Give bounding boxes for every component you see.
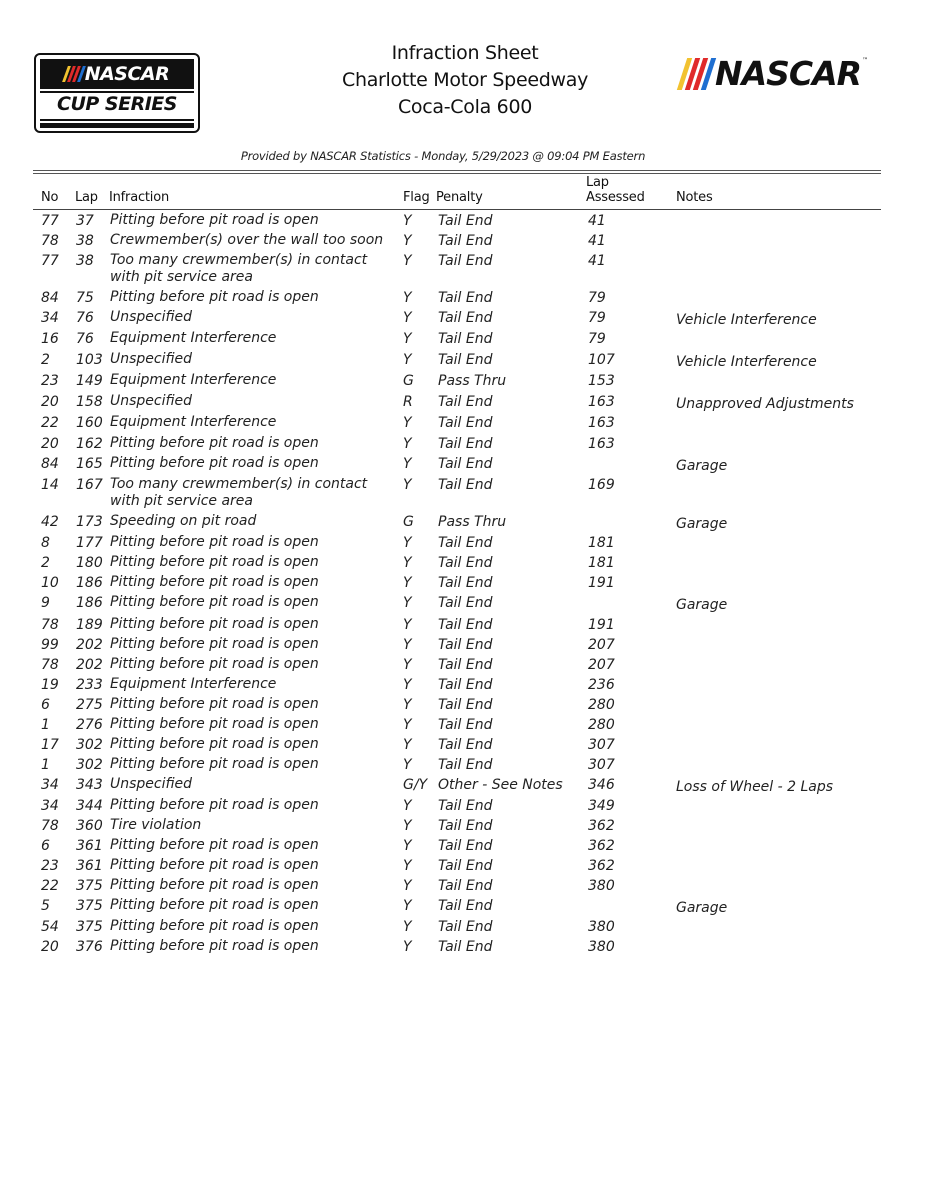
cell-penalty: Tail End xyxy=(438,757,493,773)
cell-infraction: Too many crewmember(s) in contact with pit service area xyxy=(110,476,368,509)
cell-no: 54 xyxy=(41,919,59,935)
cell-infraction: Equipment Interference xyxy=(110,372,277,388)
table-row xyxy=(0,533,927,553)
cell-lap-assessed: 107 xyxy=(588,352,615,368)
cell-no: 9 xyxy=(41,595,50,611)
trademark-icon: ™ xyxy=(862,57,869,64)
cell-no: 77 xyxy=(41,213,59,229)
cell-lap-assessed: 153 xyxy=(588,373,615,389)
cell-no: 84 xyxy=(41,456,59,472)
cell-infraction: Pitting before pit road is open xyxy=(110,716,319,732)
title-line-3: Coca-Cola 600 xyxy=(397,96,533,118)
cell-flag: Y xyxy=(403,717,412,733)
cell-no: 1 xyxy=(41,757,50,773)
cell-flag: Y xyxy=(403,818,412,834)
cell-penalty: Tail End xyxy=(438,213,493,229)
cell-lap: 76 xyxy=(76,331,94,347)
page-title xyxy=(280,40,650,121)
cell-lap-assessed: 41 xyxy=(588,233,606,249)
cell-flag: Y xyxy=(403,310,412,326)
cell-no: 6 xyxy=(41,697,50,713)
cell-no: 34 xyxy=(41,798,59,814)
cell-penalty: Tail End xyxy=(438,290,493,306)
cell-flag: Y xyxy=(403,878,412,894)
table-body xyxy=(0,211,927,957)
cell-flag: G/Y xyxy=(403,777,428,793)
cell-infraction: Pitting before pit road is open xyxy=(110,897,319,913)
table-row xyxy=(0,856,927,876)
cell-no: 6 xyxy=(41,838,50,854)
cell-no: 20 xyxy=(41,436,59,452)
cell-no: 20 xyxy=(41,939,59,955)
cell-infraction: Pitting before pit road is open xyxy=(110,435,319,451)
cell-lap: 361 xyxy=(76,838,103,854)
cell-no: 2 xyxy=(41,555,50,571)
nascar-logo xyxy=(682,54,869,93)
cell-infraction: Crewmember(s) over the wall too soon xyxy=(110,232,384,248)
table-row xyxy=(0,796,927,816)
cell-infraction: Pitting before pit road is open xyxy=(110,696,319,712)
cell-lap-assessed: 169 xyxy=(588,477,615,493)
cell-notes: Garage xyxy=(676,516,728,532)
cell-lap-assessed: 191 xyxy=(588,617,615,633)
cell-flag: Y xyxy=(403,798,412,814)
cell-lap-assessed: 163 xyxy=(588,415,615,431)
cell-penalty: Tail End xyxy=(438,595,493,611)
cell-lap: 375 xyxy=(76,898,103,914)
cell-lap-assessed: 163 xyxy=(588,436,615,452)
cell-no: 23 xyxy=(41,373,59,389)
table-row xyxy=(0,553,927,573)
title-line-2: Charlotte Motor Speedway xyxy=(341,69,589,91)
nascar-stripes-icon xyxy=(65,66,83,82)
cell-lap: 76 xyxy=(76,310,94,326)
cell-infraction: Pitting before pit road is open xyxy=(110,455,319,471)
cell-lap-assessed: 236 xyxy=(588,677,615,693)
cell-flag: Y xyxy=(403,477,412,493)
cell-flag: Y xyxy=(403,737,412,753)
cell-lap: 160 xyxy=(76,415,103,431)
table-row xyxy=(0,211,927,231)
cell-lap-assessed: 79 xyxy=(588,310,606,326)
cell-no: 78 xyxy=(41,657,59,673)
cell-lap: 276 xyxy=(76,717,103,733)
cell-no: 2 xyxy=(41,352,50,368)
cell-flag: Y xyxy=(403,595,412,611)
cell-penalty: Tail End xyxy=(438,798,493,814)
cell-infraction: Unspecified xyxy=(110,309,193,325)
table-row xyxy=(0,392,927,413)
cell-lap: 375 xyxy=(76,919,103,935)
table-row xyxy=(0,308,927,329)
cell-infraction: Pitting before pit road is open xyxy=(110,656,319,672)
cell-lap: 360 xyxy=(76,818,103,834)
cell-penalty: Tail End xyxy=(438,878,493,894)
cell-flag: Y xyxy=(403,637,412,653)
cell-lap: 103 xyxy=(76,352,103,368)
cell-penalty: Tail End xyxy=(438,697,493,713)
cell-lap-assessed: 380 xyxy=(588,919,615,935)
cell-infraction: Pitting before pit road is open xyxy=(110,756,319,772)
cell-lap-assessed: 280 xyxy=(588,717,615,733)
cell-notes: Vehicle Interference xyxy=(676,312,817,328)
col-lap-assessed-line2: Assessed xyxy=(586,190,645,205)
cell-lap-assessed: 79 xyxy=(588,331,606,347)
table-row xyxy=(0,836,927,856)
cell-no: 8 xyxy=(41,535,50,551)
cell-penalty: Tail End xyxy=(438,717,493,733)
cell-infraction: Pitting before pit road is open xyxy=(110,534,319,550)
cell-no: 34 xyxy=(41,310,59,326)
cell-lap: 158 xyxy=(76,394,103,410)
cell-notes: Garage xyxy=(676,900,728,916)
cell-no: 19 xyxy=(41,677,59,693)
table-row xyxy=(0,371,927,392)
cell-flag: Y xyxy=(403,555,412,571)
cell-flag: Y xyxy=(403,290,412,306)
table-row xyxy=(0,675,927,695)
cell-lap: 361 xyxy=(76,858,103,874)
cell-flag: Y xyxy=(403,415,412,431)
col-lap-assessed-line1: Lap xyxy=(586,175,609,190)
cell-notes: Unapproved Adjustments xyxy=(676,396,854,412)
cell-flag: Y xyxy=(403,352,412,368)
col-lap: Lap xyxy=(75,190,98,205)
cell-no: 22 xyxy=(41,878,59,894)
cell-flag: Y xyxy=(403,939,412,955)
cell-infraction: Pitting before pit road is open xyxy=(110,857,319,873)
nascar-stripes-icon xyxy=(682,58,711,90)
cell-penalty: Tail End xyxy=(438,939,493,955)
cell-lap-assessed: 307 xyxy=(588,737,615,753)
table-row xyxy=(0,937,927,957)
table-header-divider xyxy=(33,209,881,210)
cup-series-logo xyxy=(34,53,200,133)
cell-penalty: Tail End xyxy=(438,415,493,431)
cell-lap-assessed: 207 xyxy=(588,657,615,673)
table-row xyxy=(0,816,927,836)
cell-lap-assessed: 380 xyxy=(588,878,615,894)
cell-lap-assessed: 362 xyxy=(588,838,615,854)
cell-no: 42 xyxy=(41,514,59,530)
cell-infraction: Too many crewmember(s) in contact with pit service area xyxy=(110,252,368,285)
cell-notes: Garage xyxy=(676,597,728,613)
cell-lap: 186 xyxy=(76,575,103,591)
cell-penalty: Tail End xyxy=(438,818,493,834)
cell-flag: Y xyxy=(403,838,412,854)
cell-infraction: Equipment Interference xyxy=(110,414,277,430)
cell-flag: G xyxy=(403,514,414,530)
cell-flag: Y xyxy=(403,213,412,229)
cell-notes: Vehicle Interference xyxy=(676,354,817,370)
cell-infraction: Pitting before pit road is open xyxy=(110,212,319,228)
cell-lap-assessed: 380 xyxy=(588,939,615,955)
table-row xyxy=(0,896,927,917)
cell-penalty: Tail End xyxy=(438,898,493,914)
cell-no: 14 xyxy=(41,477,59,493)
cell-penalty: Tail End xyxy=(438,394,493,410)
cell-lap-assessed: 307 xyxy=(588,757,615,773)
cell-infraction: Pitting before pit road is open xyxy=(110,736,319,752)
table-row xyxy=(0,735,927,755)
cell-flag: Y xyxy=(403,575,412,591)
cell-lap-assessed: 362 xyxy=(588,858,615,874)
table-row xyxy=(0,695,927,715)
cell-lap: 375 xyxy=(76,878,103,894)
table-row xyxy=(0,615,927,635)
cell-no: 99 xyxy=(41,637,59,653)
cell-no: 23 xyxy=(41,858,59,874)
cell-infraction: Pitting before pit road is open xyxy=(110,837,319,853)
cell-lap-assessed: 349 xyxy=(588,798,615,814)
table-row xyxy=(0,454,927,475)
cell-infraction: Speeding on pit road xyxy=(110,513,257,529)
cell-lap-assessed: 181 xyxy=(588,535,615,551)
table-row xyxy=(0,876,927,896)
cell-lap: 180 xyxy=(76,555,103,571)
cell-penalty: Tail End xyxy=(438,233,493,249)
cell-lap-assessed: 79 xyxy=(588,290,606,306)
cell-lap: 165 xyxy=(76,456,103,472)
table-row xyxy=(0,350,927,371)
cell-flag: Y xyxy=(403,858,412,874)
cell-flag: R xyxy=(403,394,413,410)
cell-lap: 186 xyxy=(76,595,103,611)
cell-penalty: Tail End xyxy=(438,617,493,633)
cell-infraction: Pitting before pit road is open xyxy=(110,574,319,590)
cell-lap: 302 xyxy=(76,757,103,773)
col-infraction: Infraction xyxy=(109,190,170,205)
cell-penalty: Other - See Notes xyxy=(438,777,563,793)
nascar-logo-text: NASCAR xyxy=(715,54,862,93)
cell-penalty: Pass Thru xyxy=(438,514,507,530)
cell-flag: Y xyxy=(403,253,412,269)
col-notes: Notes xyxy=(676,190,713,205)
cell-infraction: Pitting before pit road is open xyxy=(110,616,319,632)
cell-lap-assessed: 362 xyxy=(588,818,615,834)
cell-flag: Y xyxy=(403,677,412,693)
cell-flag: Y xyxy=(403,697,412,713)
cell-infraction: Equipment Interference xyxy=(110,676,277,692)
cell-flag: Y xyxy=(403,757,412,773)
cell-penalty: Tail End xyxy=(438,858,493,874)
table-row xyxy=(0,775,927,796)
cell-lap-assessed: 41 xyxy=(588,253,606,269)
cell-lap: 173 xyxy=(76,514,103,530)
cell-lap: 189 xyxy=(76,617,103,633)
table-row xyxy=(0,329,927,350)
table-row xyxy=(0,593,927,615)
title-line-1: Infraction Sheet xyxy=(391,42,539,64)
cell-infraction: Pitting before pit road is open xyxy=(110,636,319,652)
table-row xyxy=(0,715,927,735)
cell-no: 20 xyxy=(41,394,59,410)
table-row xyxy=(0,917,927,937)
cell-penalty: Tail End xyxy=(438,919,493,935)
table-row xyxy=(0,635,927,655)
cell-penalty: Tail End xyxy=(438,456,493,472)
cup-logo-banner xyxy=(40,59,194,89)
cell-lap-assessed: 346 xyxy=(588,777,615,793)
table-row xyxy=(0,231,927,251)
cell-no: 17 xyxy=(41,737,59,753)
cell-infraction: Pitting before pit road is open xyxy=(110,877,319,893)
table-row xyxy=(0,434,927,454)
cell-lap: 376 xyxy=(76,939,103,955)
cell-lap: 275 xyxy=(76,697,103,713)
cell-lap-assessed: 41 xyxy=(588,213,606,229)
cell-lap: 162 xyxy=(76,436,103,452)
table-row xyxy=(0,512,927,533)
cell-lap: 149 xyxy=(76,373,103,389)
cell-infraction: Pitting before pit road is open xyxy=(110,554,319,570)
cell-no: 84 xyxy=(41,290,59,306)
cell-lap: 177 xyxy=(76,535,103,551)
cell-lap: 38 xyxy=(76,233,94,249)
cell-penalty: Tail End xyxy=(438,436,493,452)
cell-lap-assessed: 163 xyxy=(588,394,615,410)
cell-infraction: Unspecified xyxy=(110,393,193,409)
cell-flag: Y xyxy=(403,919,412,935)
cell-penalty: Tail End xyxy=(438,838,493,854)
col-flag: Flag xyxy=(403,190,430,205)
cell-flag: Y xyxy=(403,233,412,249)
col-penalty: Penalty xyxy=(436,190,483,205)
cell-no: 78 xyxy=(41,617,59,633)
table-row xyxy=(0,475,927,512)
cup-logo-nascar-text: NASCAR xyxy=(84,63,170,85)
cell-no: 78 xyxy=(41,818,59,834)
cell-lap-assessed: 207 xyxy=(588,637,615,653)
cell-no: 78 xyxy=(41,233,59,249)
cell-notes: Loss of Wheel - 2 Laps xyxy=(676,779,834,795)
cell-flag: Y xyxy=(403,617,412,633)
table-row xyxy=(0,573,927,593)
cell-flag: Y xyxy=(403,898,412,914)
cell-notes: Garage xyxy=(676,458,728,474)
cell-lap: 302 xyxy=(76,737,103,753)
cell-flag: Y xyxy=(403,535,412,551)
cell-no: 5 xyxy=(41,898,50,914)
header-divider xyxy=(33,170,881,171)
cell-penalty: Tail End xyxy=(438,535,493,551)
cell-no: 1 xyxy=(41,717,50,733)
cell-penalty: Tail End xyxy=(438,331,493,347)
table-row xyxy=(0,413,927,434)
cell-lap-assessed: 280 xyxy=(588,697,615,713)
cell-no: 10 xyxy=(41,575,59,591)
cell-lap: 37 xyxy=(76,213,94,229)
table-row xyxy=(0,251,927,288)
table-row xyxy=(0,288,927,308)
cell-lap: 202 xyxy=(76,637,103,653)
cell-lap: 343 xyxy=(76,777,103,793)
cell-penalty: Tail End xyxy=(438,575,493,591)
cell-penalty: Pass Thru xyxy=(438,373,507,389)
cell-penalty: Tail End xyxy=(438,677,493,693)
cell-flag: Y xyxy=(403,436,412,452)
cell-lap: 75 xyxy=(76,290,94,306)
cell-flag: G xyxy=(403,373,414,389)
cell-lap: 344 xyxy=(76,798,103,814)
table-row xyxy=(0,755,927,775)
cell-infraction: Pitting before pit road is open xyxy=(110,594,319,610)
provided-by-line: Provided by NASCAR Statistics - Monday, 5/29/2023 @ 09:04 PM Eastern xyxy=(240,149,646,163)
cell-infraction: Unspecified xyxy=(110,351,193,367)
cell-infraction: Pitting before pit road is open xyxy=(110,289,319,305)
cell-infraction: Pitting before pit road is open xyxy=(110,797,319,813)
table-header xyxy=(0,174,927,208)
cell-flag: Y xyxy=(403,456,412,472)
cell-no: 34 xyxy=(41,777,59,793)
cell-penalty: Tail End xyxy=(438,637,493,653)
cell-lap-assessed: 191 xyxy=(588,575,615,591)
cell-lap-assessed: 181 xyxy=(588,555,615,571)
cell-infraction: Unspecified xyxy=(110,776,193,792)
cell-penalty: Tail End xyxy=(438,477,493,493)
cell-lap: 38 xyxy=(76,253,94,269)
cell-no: 22 xyxy=(41,415,59,431)
cell-penalty: Tail End xyxy=(438,555,493,571)
cell-penalty: Tail End xyxy=(438,352,493,368)
cell-lap: 202 xyxy=(76,657,103,673)
cell-no: 16 xyxy=(41,331,59,347)
cup-logo-series-text: CUP SERIES xyxy=(57,93,177,115)
cell-flag: Y xyxy=(403,331,412,347)
cell-penalty: Tail End xyxy=(438,310,493,326)
cell-lap: 167 xyxy=(76,477,103,493)
cell-infraction: Tire violation xyxy=(110,817,202,833)
table-row xyxy=(0,655,927,675)
cell-infraction: Equipment Interference xyxy=(110,330,277,346)
cell-infraction: Pitting before pit road is open xyxy=(110,938,319,954)
cell-penalty: Tail End xyxy=(438,253,493,269)
cell-lap: 233 xyxy=(76,677,103,693)
cell-flag: Y xyxy=(403,657,412,673)
cell-penalty: Tail End xyxy=(438,737,493,753)
cell-infraction: Pitting before pit road is open xyxy=(110,918,319,934)
cell-penalty: Tail End xyxy=(438,657,493,673)
cell-no: 77 xyxy=(41,253,59,269)
col-no: No xyxy=(41,190,59,205)
